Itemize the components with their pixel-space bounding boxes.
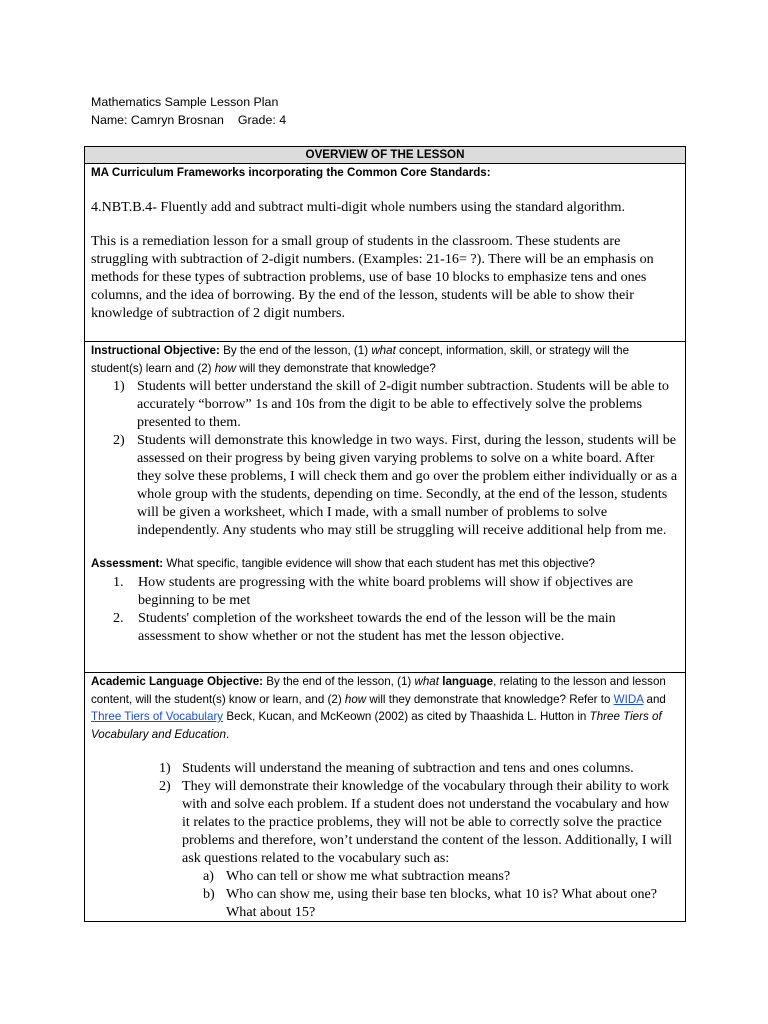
assessment-label: Assessment:: [91, 557, 164, 570]
list-item: 2) Students will demonstrate this knowledge in two ways. First, during the lesson, students will be assessed on their progress by being given varying problems to solve on a white board. After they solve these problems, I will check them and go over the problem either individually or as a whole group with the students, depending on time. Secondly, at the end of the lesson, students will be given a worksheet, which I made, with a small number of problems to solve independently. Any students who may still be struggling will receive additional help from me.: [113, 432, 678, 538]
overview-cell: [85, 164, 686, 342]
wida-link[interactable]: WIDA: [613, 692, 644, 706]
document-header: [91, 93, 286, 129]
list-item: 1) Students will better understand the skill of 2-digit number subtraction. Students will be able to accurately “borrow” 1s and 10s from the digit to be able to effectively solve the problems presented to them.: [113, 378, 669, 430]
list-item: 1) Students will understand the meaning of subtraction and tens and ones columns.: [159, 760, 634, 776]
lesson-description: This is a remediation lesson for a small group of students in the classroom. These students are struggling with subtraction of 2-digit numbers. (Examples: 21-16= ?). There will be an emphasis on methods for these types of subtraction problems, use of base 10 blocks to emphasize tens and ones columns, and the idea of borrowing. By the end of the lesson, students will be able to show their knowledge of subtraction of 2 digit numbers.: [91, 232, 654, 321]
list-item: a) Who can tell or show me what subtraction means?: [203, 868, 511, 884]
list-item: b) Who can show me, using their base ten blocks, what 10 is? What about one? What about 15?: [203, 886, 658, 920]
doc-title: Mathematics Sample Lesson Plan: [91, 95, 279, 109]
vocabulary-questions-list: [91, 867, 679, 921]
instructional-objective-list: [91, 377, 679, 539]
standard-text: 4.NBT.B.4- Fluently add and subtract multi-digit whole numbers using the standard algorithm.: [91, 198, 626, 215]
author-name: Name: Camryn Brosnan: [91, 113, 224, 127]
instructional-objective-prompt: Instructional Objective: By the end of the lesson, (1) what concept, information, skill, or strategy will the student(s) learn and (2) how will they demonstrate that knowledge?: [91, 344, 630, 375]
lesson-plan-table: [84, 146, 686, 922]
assessment-list: [91, 573, 679, 645]
instructional-objective-label: Instructional Objective:: [91, 344, 220, 357]
frameworks-label: MA Curriculum Frameworks incorporating the Common Core Standards:: [91, 166, 491, 179]
overview-heading: OVERVIEW OF THE LESSON: [85, 147, 686, 164]
grade-level: Grade: 4: [237, 113, 287, 127]
academic-language-prompt: Academic Language Objective: By the end of the lesson, (1) what language, relating to the lesson and lesson content, will the student(s) know or learn, and (2) how will they demonstrate that knowledge? Refer to WIDA and Three Tiers of Vocabulary Beck, Kucan, and McKeown (2002) as cited by Thaashida L. Hutton in Three Tiers of Vocabulary and Education.: [91, 675, 666, 741]
academic-language-label: Academic Language Objective:: [91, 675, 264, 688]
list-item: 2. Students' completion of the worksheet towards the end of the lesson will be the main assessment to show whether or not the student has met the lesson objective.: [113, 609, 616, 644]
academic-language-cell: [85, 673, 686, 922]
assessment-prompt: Assessment: What specific, tangible evidence will show that each student has met this objective?: [91, 557, 595, 570]
list-item: 1. How students are progressing with the white board problems will show if objectives are beginning to be met: [113, 573, 634, 608]
academic-language-list: [91, 759, 679, 867]
three-tiers-link[interactable]: Three Tiers of Vocabulary: [91, 710, 224, 723]
book-title: Three Tiers of Vocabulary and Education: [91, 710, 662, 741]
name-grade-line: [91, 111, 286, 129]
objectives-cell: [85, 342, 686, 673]
list-item: 2) They will demonstrate their knowledge of the vocabulary through their ability to work with and solve each problem. If a student does not understand the vocabulary and how it relates to the practice problems, they will not be able to correctly solve the practice problems and therefore, won’t understand the content of the lesson. Additionally, I will ask questions related to the vocabulary such as:: [159, 778, 673, 866]
